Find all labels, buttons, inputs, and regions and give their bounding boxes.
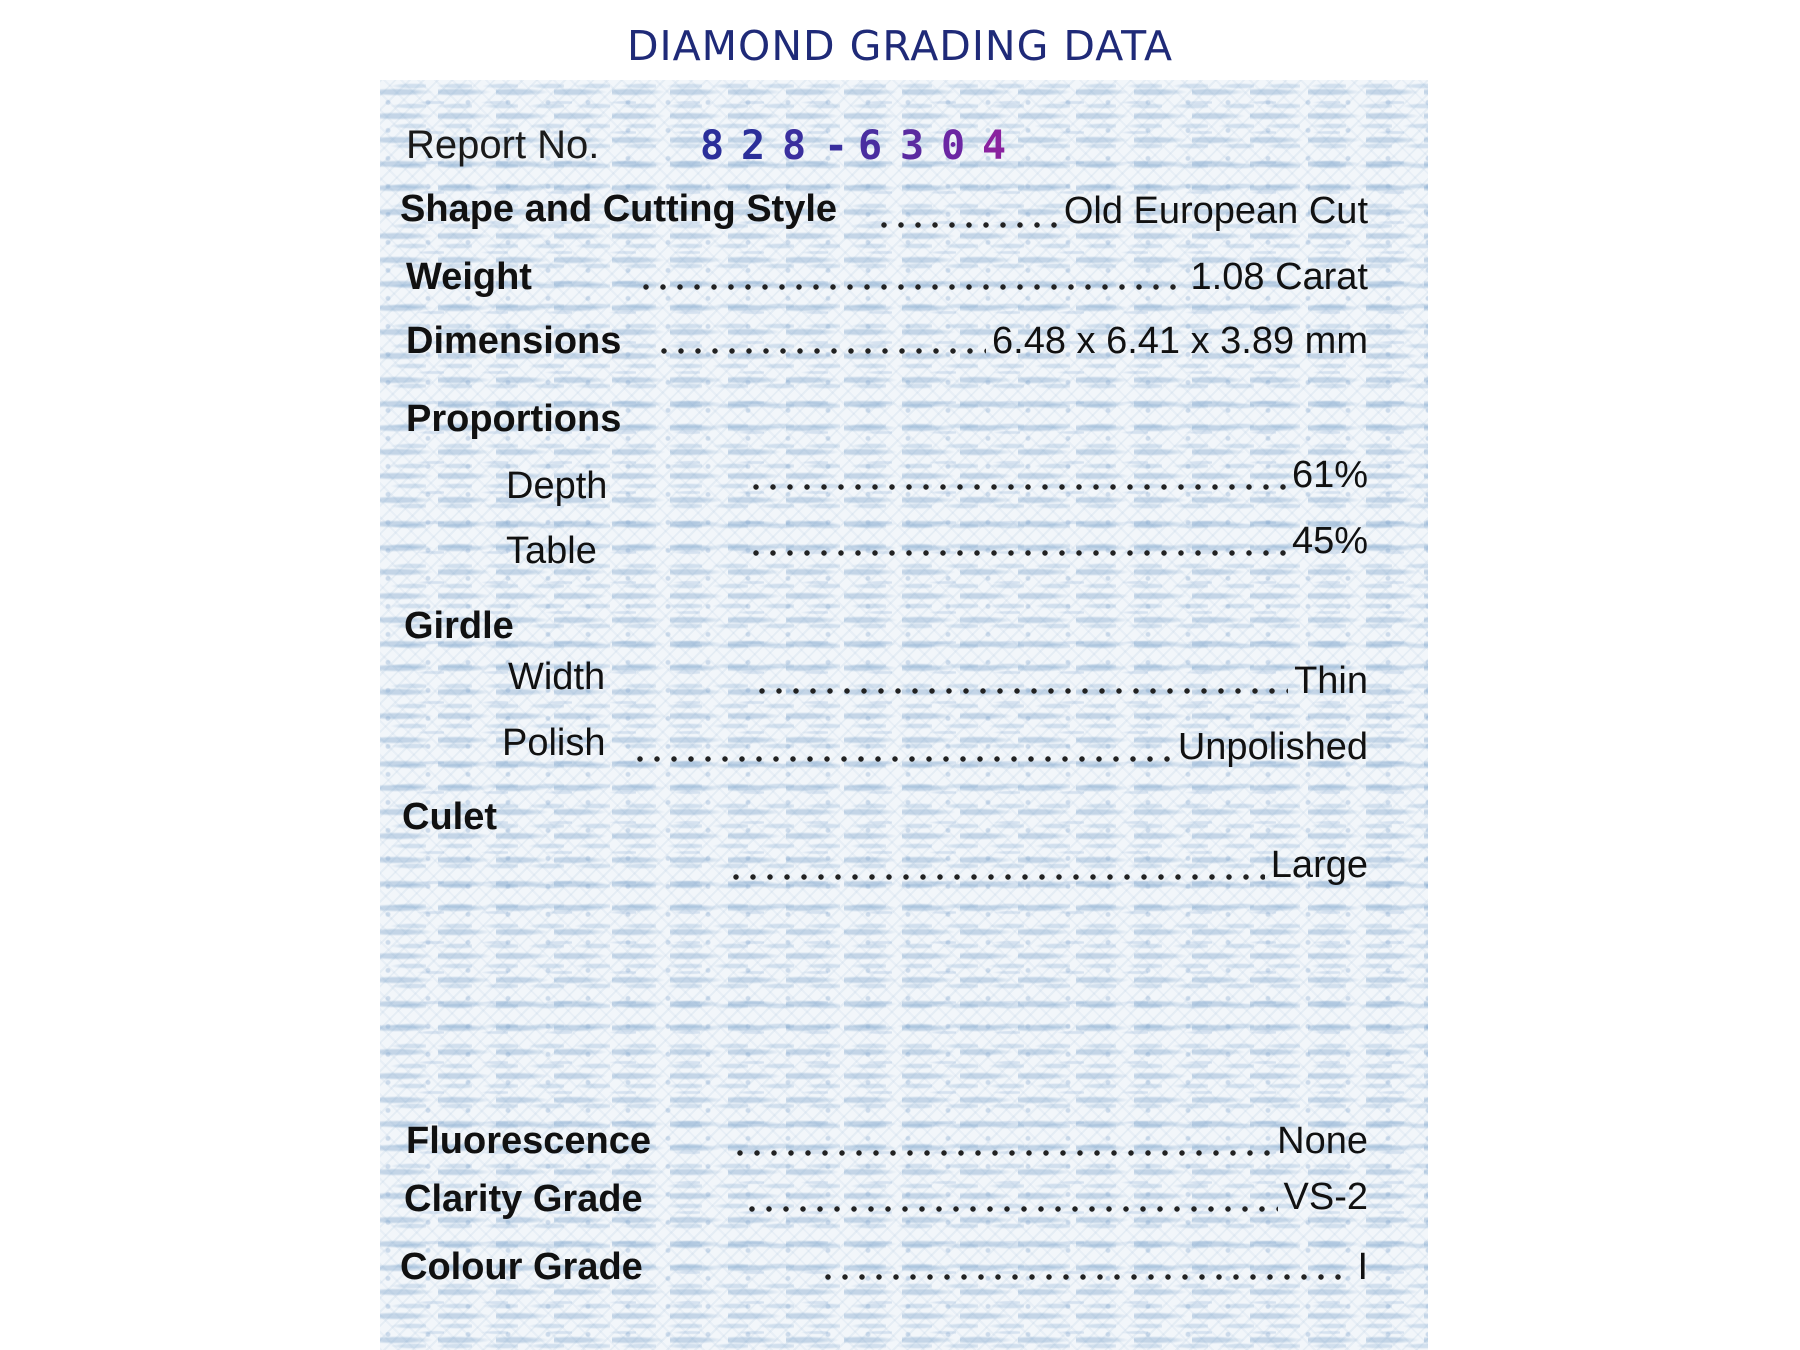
weight-label: Weight [406, 256, 532, 298]
page-title: DIAMOND GRADING DATA [626, 22, 1174, 70]
depth-value: 61% [1291, 454, 1368, 496]
shape-leader-dots [880, 220, 1058, 230]
weight-leader-dots [642, 282, 1185, 292]
fluorescence-label: Fluorescence [406, 1120, 651, 1162]
depth-leader-dots [752, 482, 1286, 492]
colour-grade-label: Colour Grade [400, 1246, 643, 1288]
shape-value: Old European Cut [1063, 190, 1368, 232]
report-number-label: Report No. [406, 123, 600, 167]
dimensions-value: 6.48 x 6.41 x 3.89 mm [992, 320, 1368, 362]
colour-grade-value: I [1357, 1246, 1368, 1288]
table-label: Table [506, 530, 597, 572]
report-digit: 0 [941, 123, 966, 169]
width-value: Thin [1294, 660, 1368, 702]
report-digit: 6 [858, 123, 883, 169]
culet-leader-dots [732, 872, 1265, 882]
girdle-heading: Girdle [404, 605, 514, 647]
report-digit: 2 [741, 123, 766, 169]
clarity-grade-label: Clarity Grade [404, 1178, 643, 1220]
culet-heading: Culet [402, 796, 497, 838]
dimensions-label: Dimensions [406, 320, 622, 362]
depth-label: Depth [506, 465, 608, 507]
width-label: Width [508, 656, 606, 698]
table-leader-dots [752, 548, 1286, 558]
culet-value: Large [1270, 844, 1368, 886]
fluorescence-value: None [1277, 1120, 1368, 1162]
report-digit: 8 [700, 123, 725, 169]
polish-label: Polish [502, 722, 606, 764]
polish-leader-dots [636, 754, 1172, 764]
width-leader-dots [758, 686, 1288, 696]
report-digit: 3 [900, 123, 925, 169]
proportions-heading: Proportions [406, 398, 622, 440]
fluorescence-leader-dots [736, 1148, 1271, 1158]
clarity-leader-dots [748, 1204, 1278, 1214]
weight-value: 1.08 Carat [1190, 256, 1368, 298]
report-digit: - [824, 123, 849, 169]
report-digit: 4 [982, 123, 1007, 169]
report-digit: 8 [782, 123, 807, 169]
colour-leader-dots [824, 1272, 1351, 1282]
table-value: 45% [1291, 520, 1368, 562]
dimensions-leader-dots [660, 346, 986, 356]
polish-value: Unpolished [1177, 726, 1368, 768]
shape-label: Shape and Cutting Style [400, 188, 838, 230]
clarity-grade-value: VS-2 [1283, 1176, 1368, 1218]
